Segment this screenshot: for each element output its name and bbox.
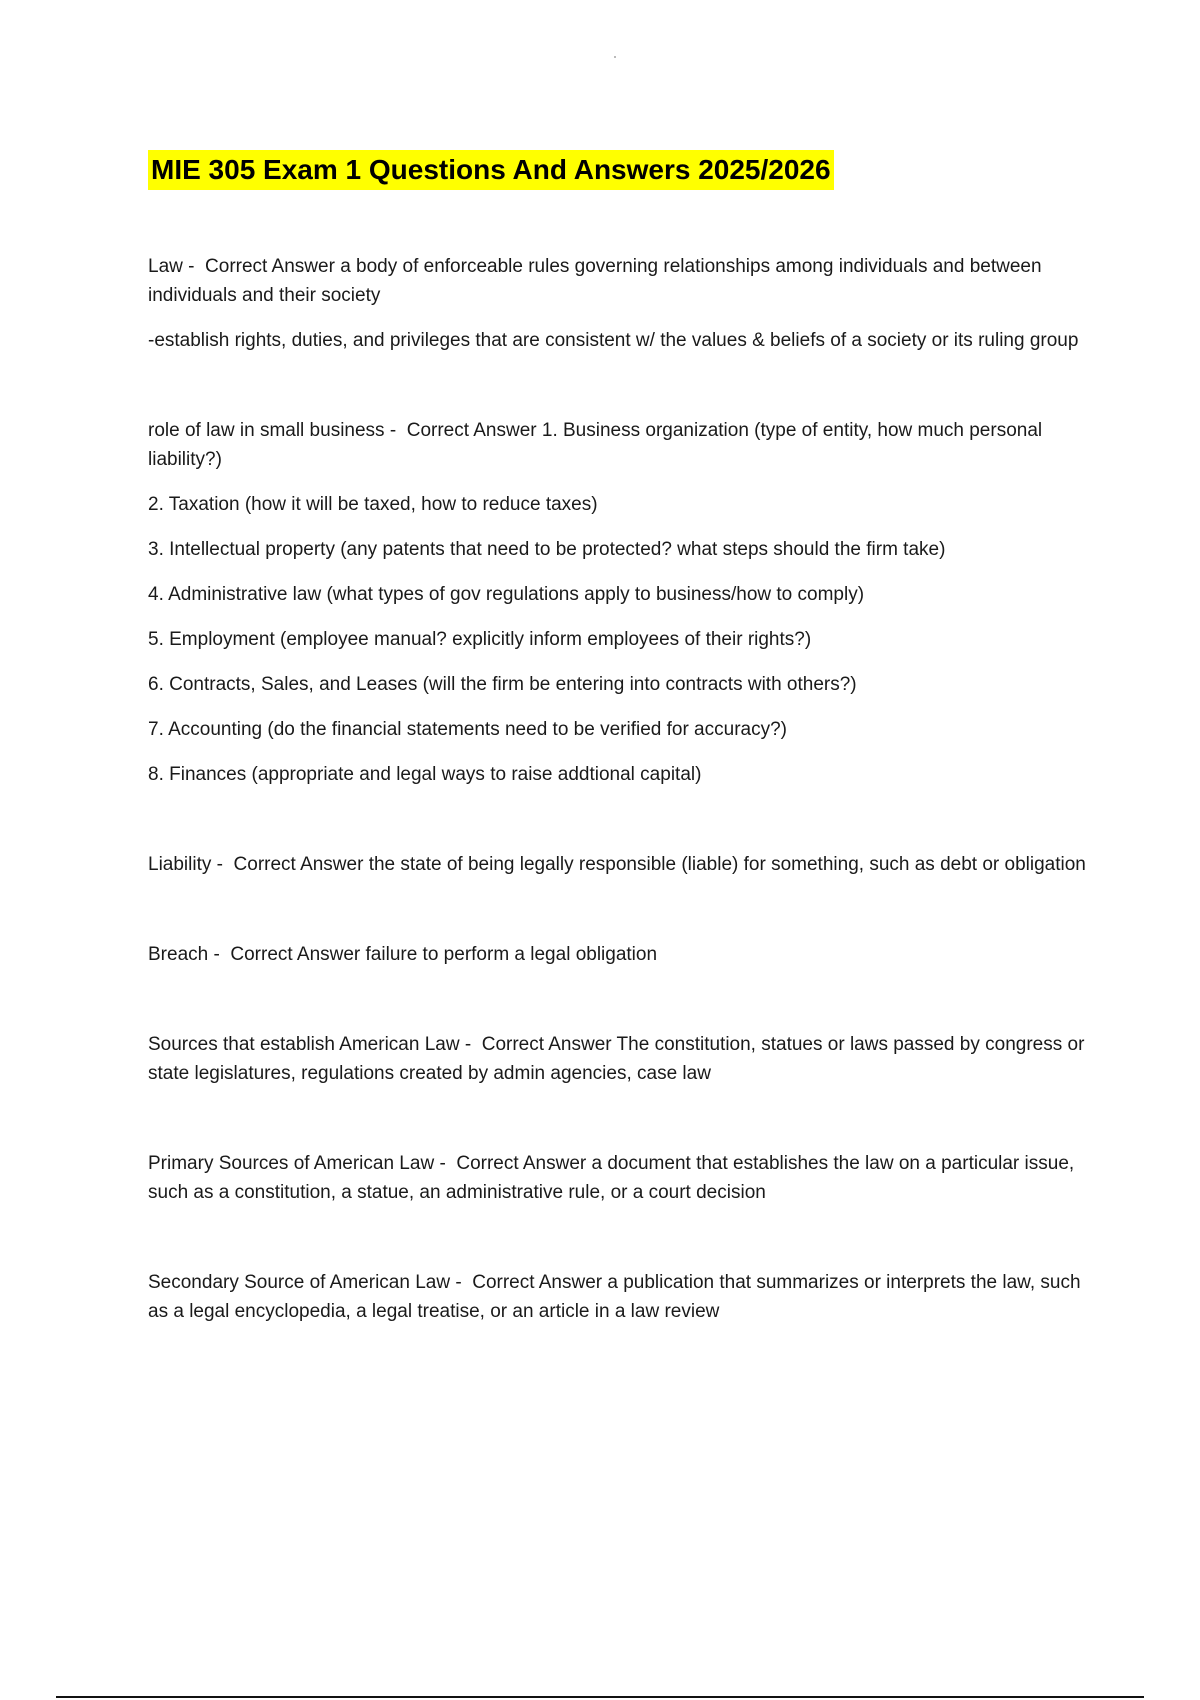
scan-speck: [614, 56, 616, 58]
qa-line: [148, 1149, 1088, 1207]
qa-line: [148, 416, 1088, 474]
term: Secondary Source of American Law: [148, 1272, 451, 1293]
term-separator: -: [459, 1034, 482, 1055]
qa-line: [148, 940, 1088, 969]
answer-detail-line: 3. Intellectual property (any patents that need to be protected? what steps should the firm take): [148, 539, 946, 560]
answer-text: The constitution, statues or laws passed by congress or state legislatures, regulations created by admin agencies, case law: [148, 1034, 1085, 1084]
answer-label: Correct Answer: [456, 1153, 587, 1174]
answer-detail-line: -establish rights, duties, and privileges that are consistent w/ the values & beliefs of a society or its ruling group: [148, 330, 1079, 351]
qa-entry: [148, 1030, 1088, 1088]
answer-label: Correct Answer: [233, 854, 364, 875]
qa-entry: [148, 416, 1088, 789]
qa-line: [148, 850, 1088, 879]
answer-detail-line: 8. Finances (appropriate and legal ways to raise addtional capital): [148, 764, 702, 785]
qa-list: [148, 252, 1088, 1387]
term: Breach: [148, 944, 209, 965]
qa-entry: [148, 850, 1088, 879]
answer-text: failure to perform a legal obligation: [365, 944, 658, 965]
answer-label: Correct Answer: [230, 944, 361, 965]
answer-label: Correct Answer: [481, 1034, 612, 1055]
answer-text: the state of being legally responsible (liable) for something, such as debt or obligation: [368, 854, 1086, 875]
qa-entry: [148, 1149, 1088, 1207]
answer-label: Correct Answer: [406, 420, 537, 441]
answer-text: a publication that summarizes or interprets the law, such as a legal encyclopedia, a legal treatise, or an article in a law review: [148, 1272, 1081, 1322]
qa-line: [148, 1268, 1088, 1326]
answer-text: a body of enforceable rules governing relationships among individuals and between individuals and their society: [148, 256, 1042, 306]
qa-line: [148, 252, 1088, 310]
answer-detail-line: 7. Accounting (do the financial statements need to be verified for accuracy?): [148, 719, 787, 740]
qa-entry: [148, 252, 1088, 355]
qa-entry: [148, 940, 1088, 969]
term-separator: -: [182, 256, 206, 277]
term-separator: -: [434, 1153, 457, 1174]
answer-text: a document that establishes the law on a particular issue, such as a constitution, a statue, an administrative rule, or a court decision: [148, 1153, 1075, 1203]
term: role of law in small business: [148, 420, 385, 441]
term: Law: [148, 256, 183, 277]
title-block: [148, 150, 834, 190]
term: Liability: [148, 854, 212, 875]
answer-detail-line: 6. Contracts, Sales, and Leases (will the firm be entering into contracts with others?): [148, 674, 857, 695]
term-separator: -: [211, 854, 234, 875]
answer-detail-line: 4. Administrative law (what types of gov regulations apply to business/how to comply): [148, 584, 865, 605]
answer-detail-line: 5. Employment (employee manual? explicitly inform employees of their rights?): [148, 629, 812, 650]
qa-line: [148, 1030, 1088, 1088]
answer-label: Correct Answer: [472, 1272, 603, 1293]
qa-entry: [148, 1268, 1088, 1326]
footer-rule: [56, 1696, 1144, 1698]
document-title: MIE 305 Exam 1 Questions And Answers 2025/2026: [148, 150, 834, 190]
answer-text: 1. Business organization (type of entity, how much personal liability?): [148, 420, 1043, 470]
term-separator: -: [384, 420, 407, 441]
term: Primary Sources of American Law: [148, 1153, 435, 1174]
term: Sources that establish American Law: [148, 1034, 460, 1055]
answer-label: Correct Answer: [205, 256, 335, 277]
term-separator: -: [450, 1272, 473, 1293]
answer-detail-line: 2. Taxation (how it will be taxed, how to reduce taxes): [148, 494, 598, 515]
term-separator: -: [208, 944, 231, 965]
